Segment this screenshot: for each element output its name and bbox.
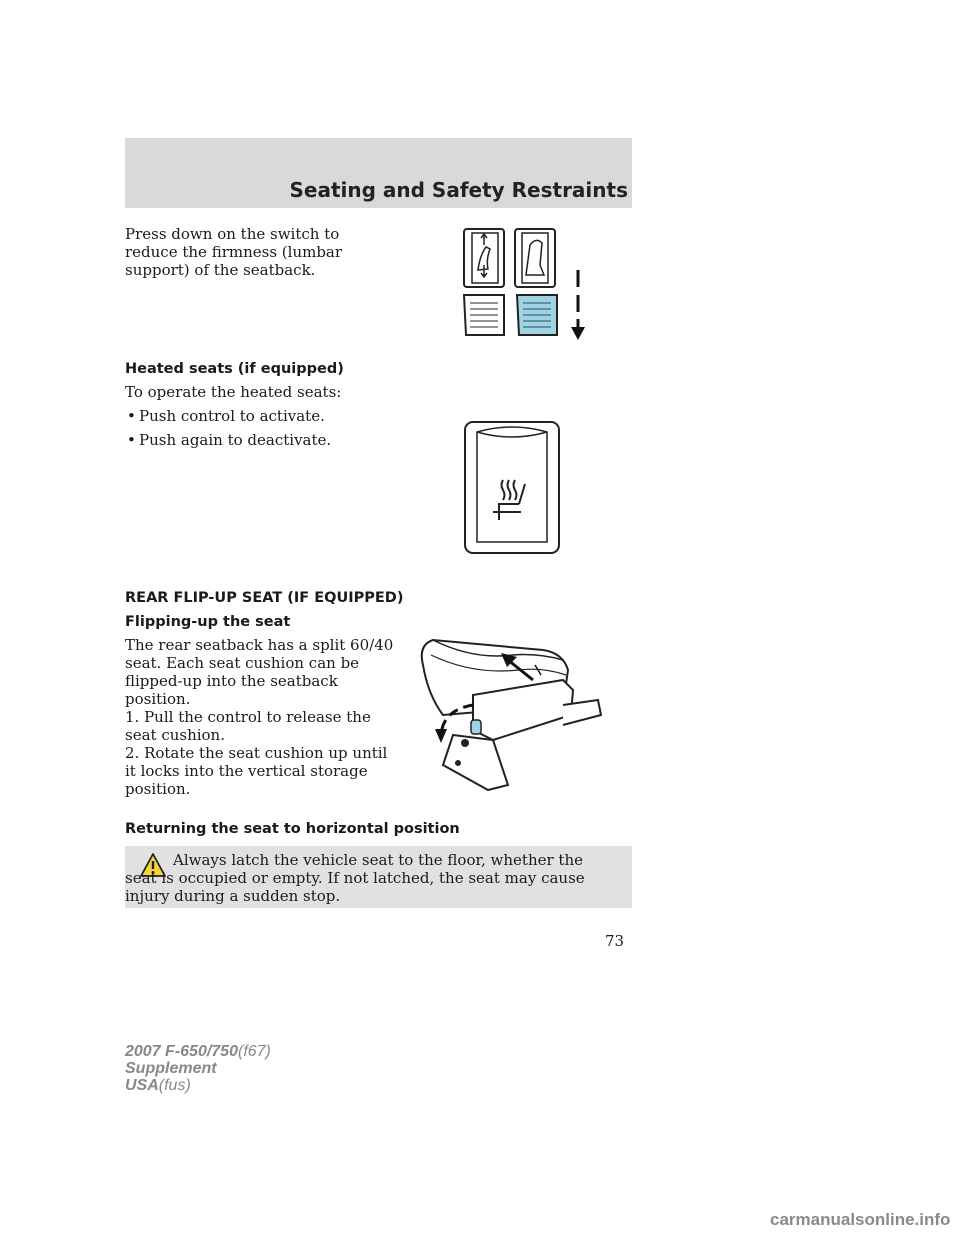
footer-model: 2007 F-650/750 [125, 1043, 238, 1060]
watermark-link[interactable]: carmanualsonline.info [770, 1210, 951, 1229]
warning-box [125, 846, 632, 908]
footer-market: USA [125, 1077, 159, 1094]
page-number: 73 [605, 932, 625, 950]
document-footer [125, 1043, 271, 1094]
footer-model-code: (f67) [237, 1043, 271, 1060]
heated-seat-switch-figure [463, 420, 561, 555]
rear-flip-up-seat-heading: REAR FLIP-UP SEAT (IF EQUIPPED) [125, 590, 404, 606]
bullet-item: • Push again to deactivate. [127, 431, 332, 449]
warning-text [125, 851, 615, 905]
warning-text-content: Always latch the vehicle seat to the floor, whether the seat is occupied or empty. If not latched, the seat may cause injury during a sudden stop. [125, 851, 585, 905]
flip-step-1: 1. Pull the control to release the seat cushion. [125, 708, 371, 744]
flip-intro: The rear seatback has a split 60/40 seat. Each seat cushion can be flipped-up into the seatback position. [125, 636, 394, 708]
flip-step-2: 2. Rotate the seat cushion up until it locks into the vertical storage position. [125, 744, 388, 798]
lumbar-switch-figure [460, 225, 595, 345]
rear-flip-up-seat-figure [413, 625, 603, 795]
heated-seats-intro: To operate the heated seats: [125, 383, 342, 401]
flipping-up-heading: Flipping-up the seat [125, 614, 291, 630]
bullet-text: Push again to deactivate. [139, 431, 332, 449]
heated-seats-heading: Heated seats (if equipped) [125, 361, 344, 377]
bullet-text: Push control to activate. [139, 407, 325, 425]
footer-market-code: (fus) [158, 1077, 191, 1094]
footer-doc: Supplement [125, 1060, 217, 1077]
lumbar-text: Press down on the switch to reduce the firmness (lumbar support) of the seatback. [125, 225, 343, 279]
bullet-item: • Push control to activate. [127, 407, 325, 425]
returning-seat-heading: Returning the seat to horizontal position [125, 821, 460, 837]
page-title: Seating and Safety Restraints [289, 178, 628, 202]
page-header [125, 138, 632, 208]
